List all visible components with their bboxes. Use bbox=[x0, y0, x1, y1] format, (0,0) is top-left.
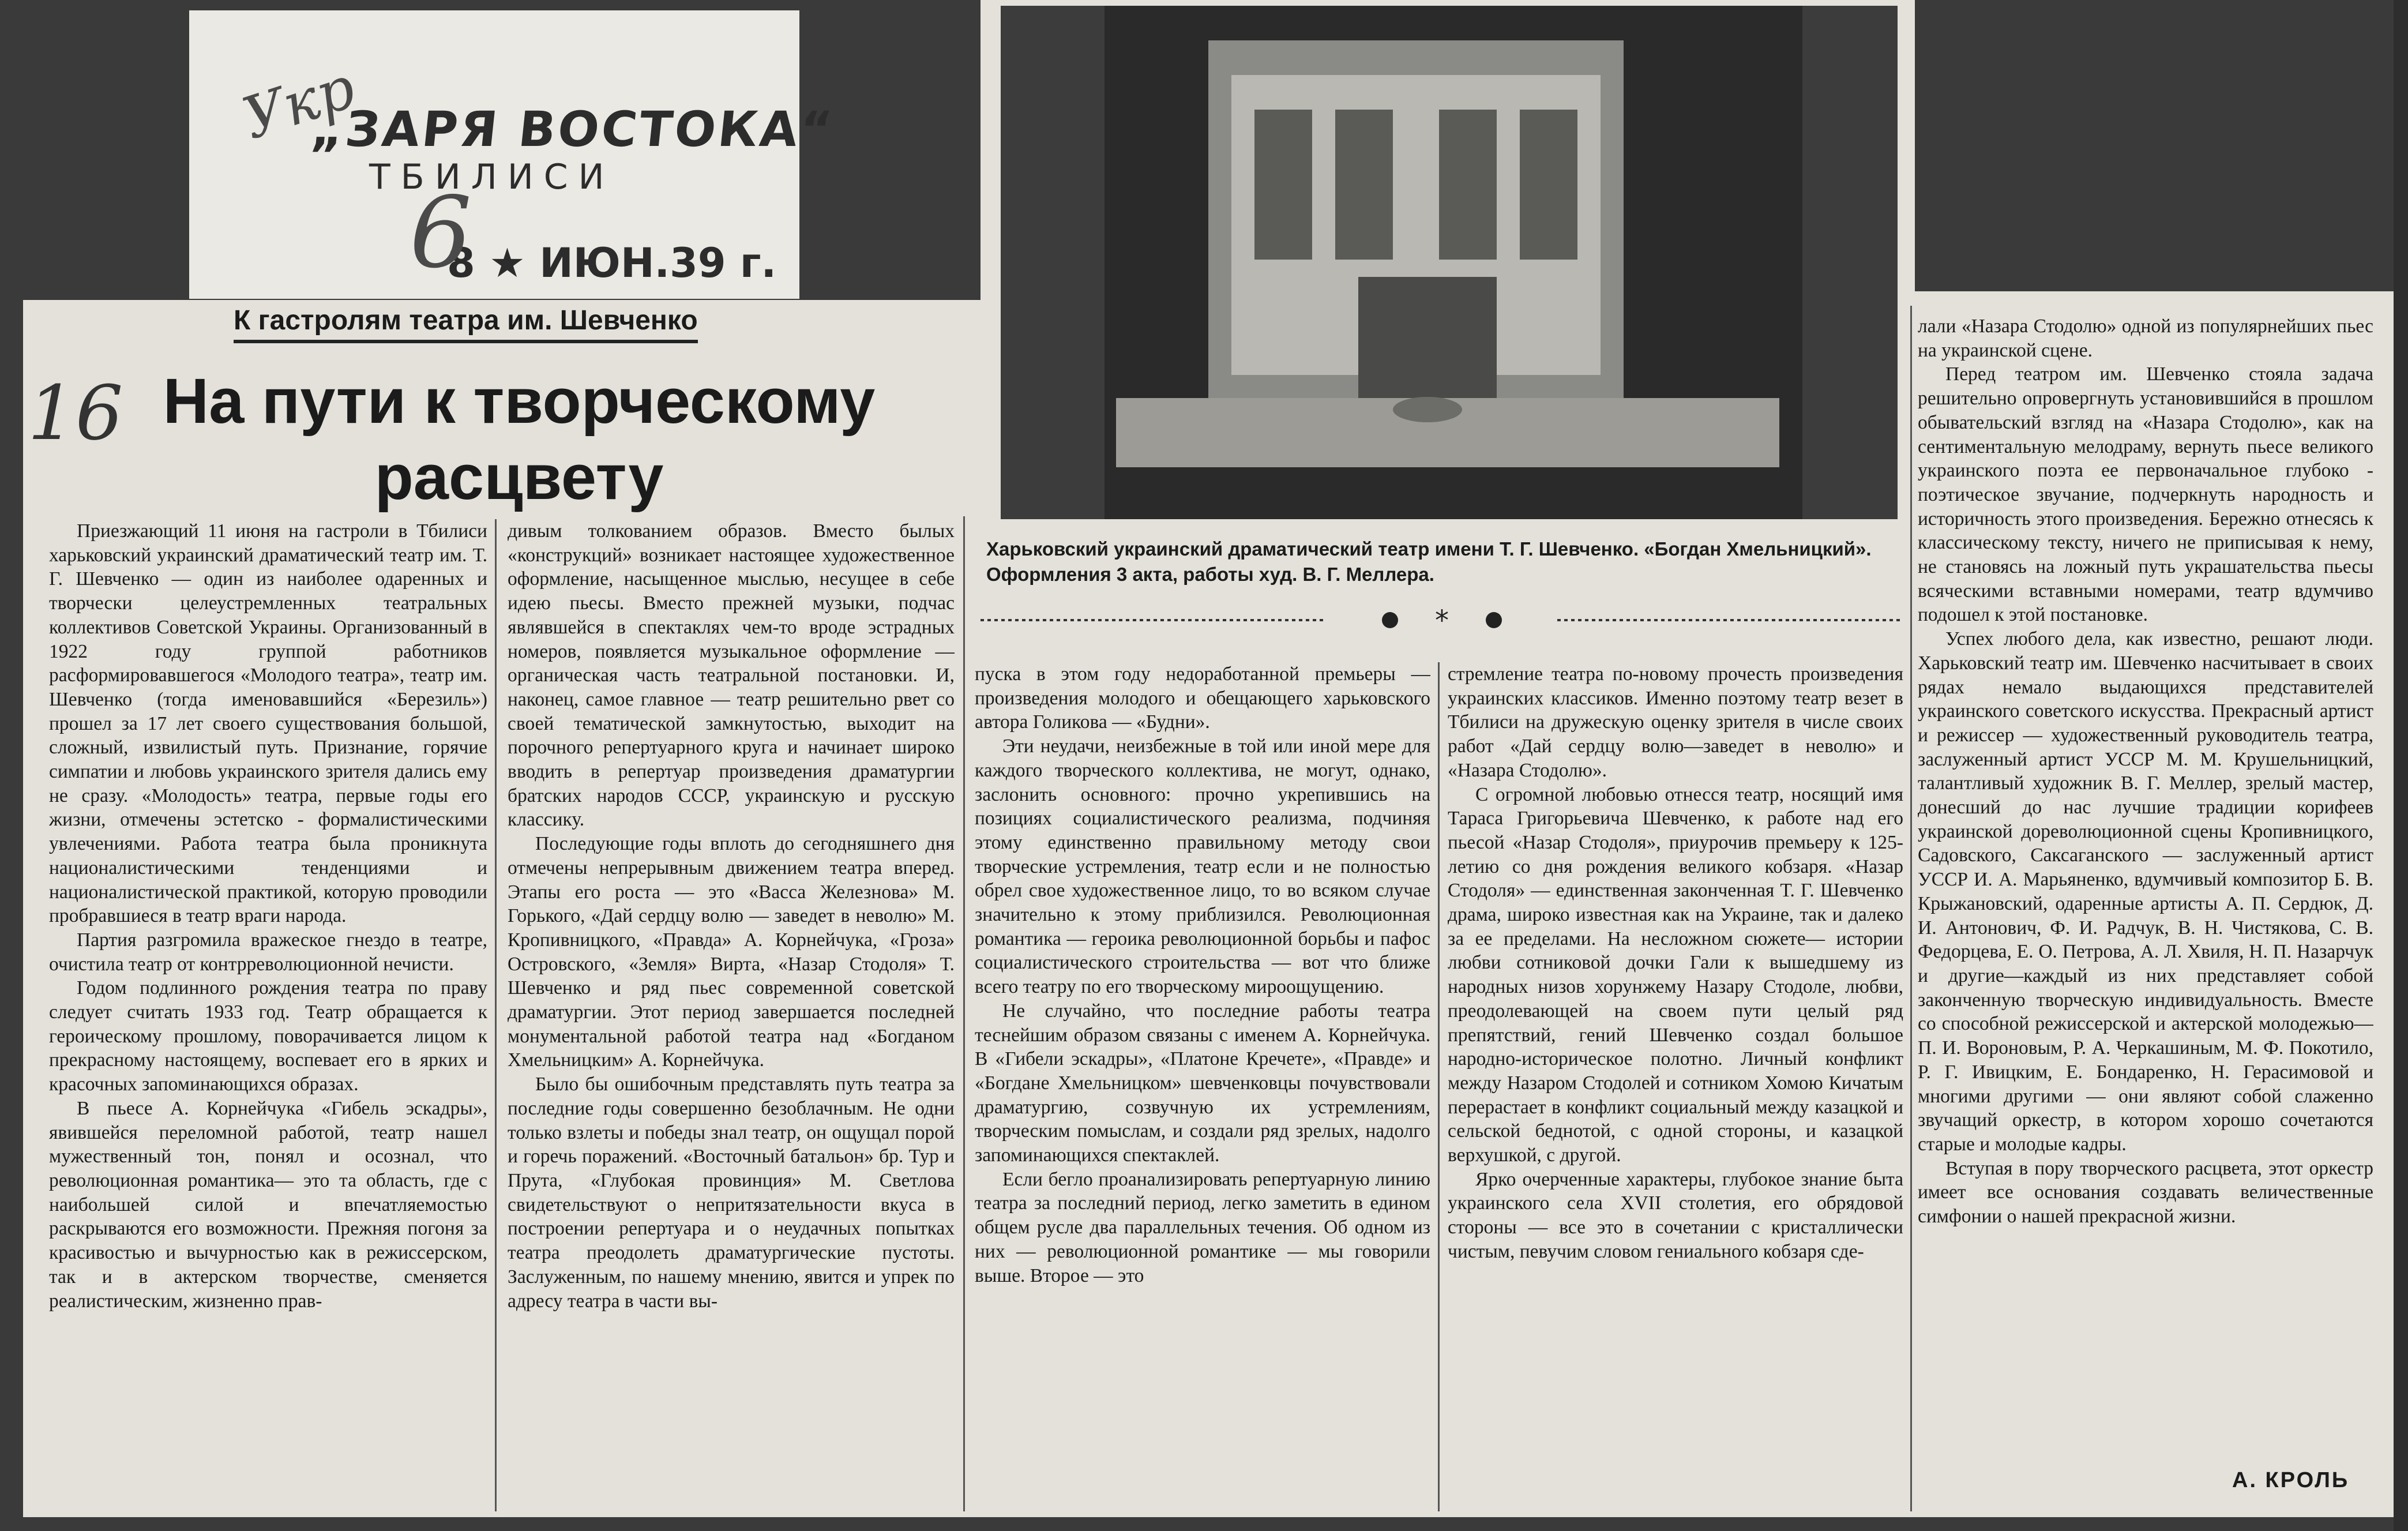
stamp-date: 8 ★ ИЮН.39 г. bbox=[447, 239, 777, 287]
paragraph: Ярко очерченные характеры, глубокое знание быта украинского села XVII столетия, его обрядовой стороны — все это в сочетании с кристаллически чистым, певучим словом гениального кобзаря сде- bbox=[1448, 1168, 1903, 1262]
article-kicker: К гастролям театра им. Шевченко bbox=[234, 305, 698, 343]
paragraph: Если бегло проанализировать репертуарную линию театра за последний период, легко заметить в едином общем русле два параллельных течения. Об одном из них — революционной романтике — мы говорили выше. Второе — это bbox=[975, 1168, 1430, 1286]
column-rule bbox=[495, 519, 497, 1511]
paragraph: Было бы ошибочным представлять путь театра за последние годы совершенно безоблачным. Не одни только взлеты и победы знал театр, он ощущал порой и горечь поражений. «Восточный батальон» бр. Тур и Прута, «Глубокая провинция» М. Светлова свидетельствуют о непритязательности вкуса в построении репертуара и о неудачных попытках театра преодолеть драматургические пустоты. Заслуженным, по нашему мнению, явится и упрек по адресу театра в части вы- bbox=[508, 1074, 955, 1312]
paragraph: Перед театром им. Шевченко стояла задача решительно опровергнуть установившийся в прошлом обывательский взгляд на «Назара Стодолю», как на сентиментальную мелодраму, вернуть пьесе великого украинского поэта ее первоначальное глубоко - поэтическое звучание, подчеркнуть народность и историчность этого произведения. Бережно отнесясь к классическому тексту, ничего не приписывая к нему, не становясь на ложный путь украшательства пьесы всяческими вставными номерами, театр вдумчиво подошел к этой постановке. bbox=[1918, 363, 2373, 626]
paragraph: Последующие годы вплоть до сегодняшнего дня отмечены непрерывным движением театра вперед. Этапы его роста — это «Васса Железнова» М. Горького, «Дай сердцу волю — заведет в неволю» М. Кропивницкого, «Правда» А. Корнейчука, «Гроза» Островского, «Земля» Вирта, «Назар Стодоля» Т. Шевченко и ряд пьес современной советской драматургии. Этот период завершается последней монументальной работой театра над «Богданом Хмельницким» А. Корнейчука. bbox=[508, 833, 955, 1071]
article-column-1 bbox=[49, 519, 487, 1511]
headline-line-2: расцвету bbox=[374, 442, 664, 513]
paragraph: С огромной любовью отнесся театр, носящий имя Тараса Григорьевича Шевченко, к работе над его пьесой «Назар Стодоля», приурочив премьеру к 125-летию со дня рождения великого кобзаря. «Назар Стодоля» — единственная законченная Т. Г. Шевченко драма, широко известная как на Украине, так и далеко за ее пределами. На несложном сюжете— истории любви сотниковой дочки Гали к вышедшему из народных низов хорунжему Назару Стодоле, любви, преодолевающей на своем пути целый ряд препятствий, гений Шевченко создал большое народно-историческое полотно. Личный конфликт между Назаром Стодолей и сотником Хомою Кичатым перерастает в конфликт социальный между казацкой и сельской беднотой, с одной стороны, и казацкой верхушкой, с другой. bbox=[1448, 783, 1903, 1166]
paragraph: Успех любого дела, как известно, решают люди. Харьковский театр им. Шевченко насчитывает в своих рядах немало выдающихся представителей украинского советского искусства. Прекрасный артист и режиссер — художественный руководитель театра, заслуженный артист УССР М. М. Крушельницкий, талантливый художник В. Г. Меллер, зрелый мастер, донесший до нас лучшие традиции корифеев украинской дореволюционной сцены Кропивницкого, Садовского, Саксаганского — заслуженный артист УССР И. А. Марьяненко, вдумчивый композитор Б. В. Крыжановский, одаренные артисты А. П. Сердюк, Д. И. Антонович, Ф. И. Радчук, В. Н. Чистякова, С. В. Федорцева, Е. О. Петрова, А. Л. Хвиля, Н. П. Назарчук и другие—каждый из них представляет собой законченную творческую индивидуальность. Вместе со способной режиссерской и актерской молодежью—П. И. Вороновым, Р. А. Черкашиным, М. Ф. Покотило, Р. Г. Ивицким, Е. Бондаренко, Н. Герасимовой и многими другими — они являют собой слаженно звучащий оркестр, в котором хорошо сочетаются старые и молодые кадры. bbox=[1918, 628, 2373, 1155]
article-column-3 bbox=[975, 662, 1430, 1511]
handwritten-sheet-number: 16 bbox=[28, 369, 123, 457]
headline-line-1: На пути к творческому bbox=[163, 366, 876, 437]
paragraph: Вступая в пору творческого расцвета, этот оркестр имеет все основания создавать величественные симфонии о нашей прекрасной жизни. bbox=[1918, 1157, 2373, 1228]
column-rule bbox=[963, 516, 965, 1511]
paragraph: стремление театра по-новому прочесть произведения украинских классиков. Именно поэтому театр везет в Тбилиси на дружескую оценку зрителя в числе своих работ «Дай сердцу волю—заведет в неволю» и «Назара Стодолю». bbox=[1448, 663, 1903, 781]
svg-text:*: * bbox=[1435, 606, 1449, 635]
paragraph: дивым толкованием образов. Вместо былых «конструкций» возникает настоящее художественное оформление, насыщенное мыслью, несущее в себе идею пьесы. Вместо прежней музыки, подчас являвшейся в спектаклях чем-то вроде эстрадных номеров, появляется музыкальное оформление — органическая часть театральной постановки. И, наконец, самое главное — театр решительно рвет со своей тематической замкнутостью, выходит на порочного репертуарного круга и начинает широко вводить в репертуар произведения драматургии братских народов СССР, украинскую и русскую классику. bbox=[508, 520, 955, 831]
section-divider bbox=[981, 606, 1903, 635]
article-column-5 bbox=[1918, 314, 2373, 1468]
paragraph: В пьесе А. Корнейчука «Гибель эскадры», явившейся переломной работой, театр нашел мужественный тон, понял и осознал, что революционная романтика— это та область, где с наибольшей силой и впечатляемостью раскрываются его возможности. Прежняя погоня за красивостью и вычурностью как в режиссерском, так и в актерском творчестве, сменяется реалистическим, жизненно прав- bbox=[49, 1097, 487, 1312]
paragraph: Эти неудачи, неизбежные в той или иной мере для каждого творческого коллектива, не могут, однако, заслонить основного: прочно укрепившись на позициях социалистического реализма, подчиняя этому единственно правильному методу свои творческие устремления, театр если и не полностью обрел свое художественное лицо, то во всяком случае значительно к этому приблизился. Революционная романтика — героика революционной борьбы и пафос социалистического строительства — вот что ближе всего театру по его творческому мироощущению. bbox=[975, 736, 1430, 998]
stamp-city: ТБИЛИСИ bbox=[369, 157, 615, 197]
article-column-2 bbox=[508, 519, 955, 1511]
photo-caption: Харьковский украинский драматический театр имени Т. Г. Шевченко. «Богдан Хмельницкий». Оформления 3 акта, работы худ. В. Г. Меллера. bbox=[986, 538, 1872, 585]
paragraph: пуска в этом году недоработанной премьеры — произведения молодого и обещающего харьковского автора Голикова — «Будни». bbox=[975, 663, 1430, 733]
handwritten-number: 6 bbox=[410, 176, 472, 290]
paragraph: Годом подлинного рождения театра по праву следует считать 1933 год. Театр обращается к героическому прошлому, поворачивается лицом к прекрасному настоящему, воспевает его в ярких и красочных запоминающихся образах. bbox=[49, 977, 487, 1095]
column-rule bbox=[1910, 306, 1912, 1511]
article-headline bbox=[115, 363, 923, 516]
stage-set-photo bbox=[1001, 6, 1898, 519]
paragraph: лали «Назара Стодолю» одной из популярнейших пьес на украинской сцене. bbox=[1918, 316, 2373, 361]
paragraph: Приезжающий 11 июня на гастроли в Тбилиси харьковский украинский драматический театр им. Т. Г. Шевченко — один из наиболее одаренных и творчески целеустремленных театральных коллективов Советской Украины. Организованный в 1922 году группой работников расформировавшегося «Молодого театра», театр им. Шевченко (тогда именовавшийся «Березиль») прошел за 17 лет своего существования большой, сложный, извилистый путь. Признание, горячие симпатии и любовь украинского зрителя дались ему не сразу. «Молодость» театра, первые годы его жизни, отмечены эстетско - формалистическими увлечениями. Работа театра была проникнута националистическими тенденциями и националистической практикой, которую проводили пробравшиеся в театр враги народа. bbox=[49, 520, 487, 927]
paragraph: Не случайно, что последние работы театра теснейшим образом связаны с именем А. Корнейчука. В «Гибели эскадры», «Платоне Кречете», «Правде» и «Богдане Хмельницком» шевченковцы почувствовали драматургию, созвучную их устремлениям, творческим помыслам, и создали ряд зрелых, надолго запоминающихся спектаклей. bbox=[975, 1000, 1430, 1166]
article-byline: А. КРОЛЬ bbox=[2232, 1468, 2350, 1492]
paragraph: Партия разгромила вражеское гнездо в театре, очистила театр от контрреволюционной нечисти. bbox=[49, 929, 487, 975]
scan-edge bbox=[2394, 0, 2408, 1531]
handwritten-note: Укр bbox=[234, 53, 363, 153]
column-rule bbox=[1438, 662, 1440, 1511]
stamp-newspaper-name: „ЗАРЯ ВОСТОКА“ bbox=[308, 101, 837, 157]
article-column-4 bbox=[1448, 662, 1903, 1511]
